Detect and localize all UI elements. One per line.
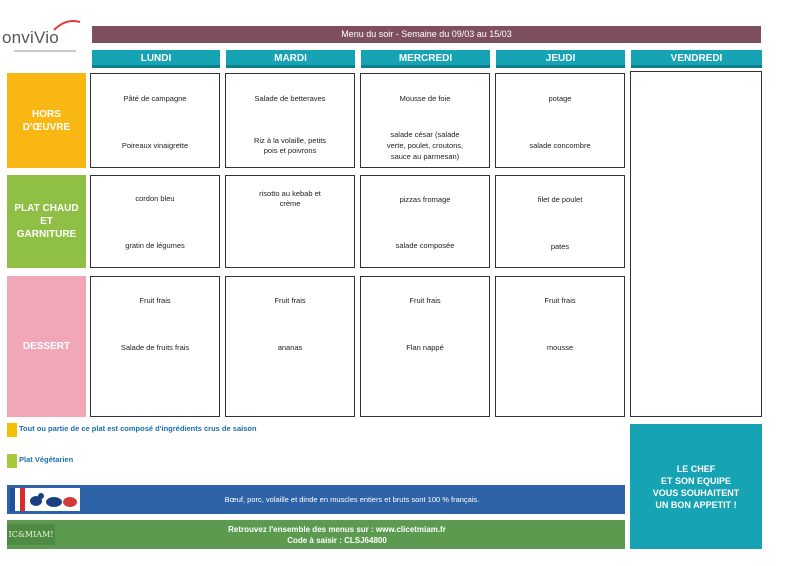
menu-cell-mardi-dessert: [225, 276, 355, 417]
origin-text: Bœuf, porc, volaille et dinde en muscles entiers et bruts sont 100 % français.: [224, 495, 480, 504]
chef-line-4: UN BON APPETIT !: [655, 499, 737, 510]
menu-cell-mercredi-dessert: [360, 276, 490, 417]
dish-line: pois et poivrons: [263, 146, 317, 155]
day-header-mardi: MARDI: [226, 50, 355, 68]
menu-cell-mercredi-hors-oeuvre: [360, 73, 490, 168]
menu-cell-mardi-hors-oeuvre: [225, 73, 355, 168]
category-plat-label-2: GARNITURE: [16, 229, 77, 240]
animals-icon: [28, 491, 78, 509]
legend-saison: Tout ou partie de ce plat est composé d'ingrédients crus de saison: [19, 424, 257, 433]
dish: Fruit frais: [544, 296, 576, 305]
dish-line: crème: [279, 199, 301, 208]
chef-line-3: VOUS SOUHAITENT: [652, 487, 740, 498]
menu-cell-lundi-dessert: [90, 276, 220, 417]
dish: potage: [548, 94, 572, 103]
category-plat-label-1: PLAT CHAUD ET: [14, 203, 79, 227]
category-dessert: [7, 276, 86, 417]
dish: mousse: [546, 343, 574, 352]
dish: pizzas fromage: [399, 195, 451, 204]
category-hors-oeuvre-label: HORS D'ŒUVRE: [22, 108, 71, 133]
dish-line: verte, poulet, croutons,: [386, 141, 464, 150]
logo-text: onviVio: [2, 28, 59, 47]
menu-cell-mardi-plat: [225, 175, 355, 268]
day-header-vendredi: VENDREDI: [631, 50, 762, 68]
flag-blue-stripe: [10, 488, 15, 511]
website-line-1: Retrouvez l'ensemble des menus sur : www.clicetmiam.fr: [228, 525, 446, 534]
dish-line: salade césar (salade: [390, 130, 460, 139]
menu-cell-jeudi-plat: [495, 175, 625, 268]
convivio-logo: [0, 18, 90, 68]
logo-swoosh-icon: [52, 18, 82, 32]
logo-tagline-line: [14, 50, 76, 52]
dish: cordon bleu: [135, 194, 175, 203]
flag-red-stripe: [20, 488, 25, 511]
day-header-jeudi: JEUDI: [496, 50, 625, 68]
menu-column-vendredi: [630, 71, 762, 417]
category-dessert-label: DESSERT: [22, 341, 71, 352]
dish: Fruit frais: [274, 296, 306, 305]
dish: Fruit frais: [139, 296, 171, 305]
day-header-mercredi: MERCREDI: [361, 50, 490, 68]
dish: Fruit frais: [409, 296, 441, 305]
menu-cell-jeudi-hors-oeuvre: [495, 73, 625, 168]
dish: ananas: [277, 343, 303, 352]
dish: salade concombre: [529, 141, 591, 150]
dish: Salade de fruits frais: [120, 343, 190, 352]
dish: Pâté de campagne: [123, 94, 187, 103]
dish: gratin de légumes: [125, 241, 185, 250]
dish: Flan nappé: [406, 343, 444, 352]
website-banner: [7, 520, 625, 549]
category-plat-chaud: [7, 175, 86, 268]
menu-cell-jeudi-dessert: [495, 276, 625, 417]
dish: Poireaux vinaigrette: [121, 141, 189, 150]
menu-cell-lundi-plat: [90, 175, 220, 268]
chef-message: [630, 424, 762, 549]
origin-icons: [10, 488, 80, 511]
dish-line: Riz à la volaille, petits: [253, 136, 327, 145]
dish: Salade de betteraves: [254, 94, 326, 103]
dish: filet de poulet: [537, 195, 583, 204]
dish: salade composée: [395, 241, 455, 250]
day-header-lundi: LUNDI: [92, 50, 220, 68]
menu-cell-lundi-hors-oeuvre: [90, 73, 220, 168]
dish-line: sauce au parmesan): [390, 152, 460, 161]
menu-cell-mercredi-plat: [360, 175, 490, 268]
saison-leaf-icon: [7, 423, 17, 437]
menu-title: Menu du soir - Semaine du 09/03 au 15/03: [92, 26, 761, 43]
chef-line-2: ET SON EQUIPE: [660, 475, 731, 486]
dish-line: risotto au kebab et: [259, 189, 321, 198]
dish: Mousse de foie: [399, 94, 451, 103]
origin-banner: [7, 485, 625, 514]
clicetmiam-logo: IC&MIAM!: [7, 524, 55, 545]
dish: pates: [550, 242, 570, 251]
category-hors-oeuvre: [7, 73, 86, 168]
website-code: Code à saisir : CLSJ64800: [287, 536, 387, 545]
vegetarian-leaf-icon: [7, 454, 17, 468]
legend-vegetarien: Plat Végétarien: [19, 455, 74, 464]
chef-line-1: LE CHEF: [676, 463, 716, 474]
